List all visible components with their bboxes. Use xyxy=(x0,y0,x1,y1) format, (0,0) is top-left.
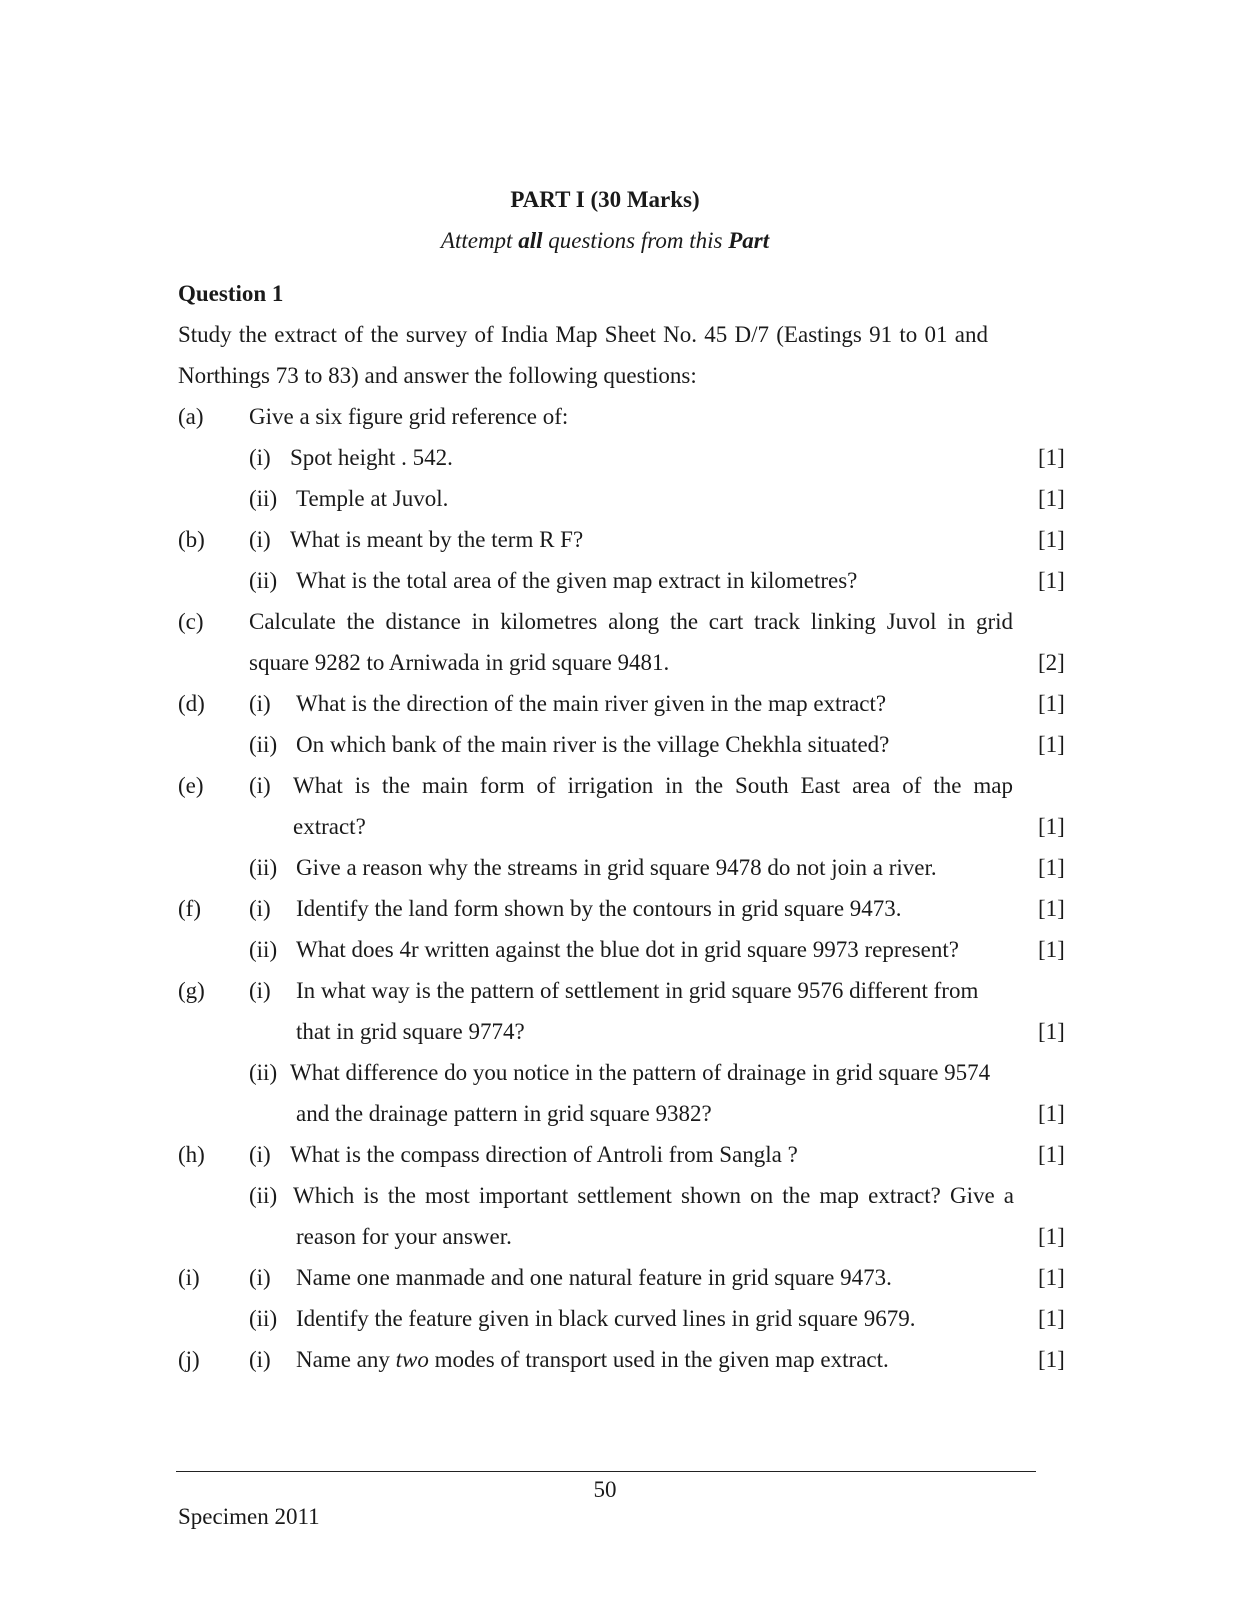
part-title: PART I (30 Marks) xyxy=(510,187,700,212)
instruction-text: Attempt xyxy=(440,228,519,253)
item-label-g: (g) xyxy=(178,978,205,1003)
marks: [1] xyxy=(1038,527,1065,552)
specimen-label: Specimen 2011 xyxy=(178,1504,320,1529)
sub-question-text-part: Name any xyxy=(296,1347,396,1372)
sub-question-text: What difference do you notice in the pattern of drainage in grid square 9574 xyxy=(290,1060,991,1085)
item-label-h: (h) xyxy=(178,1142,205,1167)
sub-question-text xyxy=(296,1348,889,1371)
sub-label: (i) xyxy=(249,978,271,1003)
item-label-b: (b) xyxy=(178,527,205,552)
item-text: Give a six figure grid reference of: xyxy=(249,404,569,429)
marks: [1] xyxy=(1038,855,1065,880)
marks: [2] xyxy=(1038,650,1065,675)
marks: [1] xyxy=(1038,1019,1065,1044)
sub-question-text: Identify the feature given in black curved lines in grid square 9679. xyxy=(296,1306,916,1331)
footer-divider xyxy=(176,1471,1036,1472)
marks: [1] xyxy=(1038,1101,1065,1126)
sub-question-text-part: modes of transport used in the given map extract. xyxy=(428,1347,889,1372)
sub-question-text: and the drainage pattern in grid square 9382? xyxy=(296,1101,712,1126)
sub-label: (ii) xyxy=(249,486,278,511)
item-label-i: (i) xyxy=(178,1265,200,1290)
page-number: 50 xyxy=(593,1477,617,1502)
marks: [1] xyxy=(1038,1224,1065,1249)
item-text: Calculate the distance in kilometres along the cart track linking Juvol in grid xyxy=(249,609,1013,634)
sub-question-text: What does 4r written against the blue dot in grid square 9973 represent? xyxy=(296,937,959,962)
marks: [1] xyxy=(1038,1142,1065,1167)
sub-label: (ii) xyxy=(249,1060,278,1085)
sub-label: (i) xyxy=(249,1142,271,1167)
sub-question-text: Identify the land form shown by the contours in grid square 9473. xyxy=(296,896,902,921)
sub-label: (ii) xyxy=(249,1306,278,1331)
sub-label: (i) xyxy=(249,1265,271,1290)
question-intro-line: Study the extract of the survey of India Map Sheet No. 45 D/7 (Eastings 91 to 01 and xyxy=(178,322,988,347)
part-instruction xyxy=(0,229,1210,252)
marks: [1] xyxy=(1038,732,1065,757)
sub-label: (i) xyxy=(249,445,271,470)
sub-label: (i) xyxy=(249,1347,271,1372)
instruction-emphasis: all xyxy=(518,228,543,253)
sub-label: (i) xyxy=(249,527,271,552)
marks: [1] xyxy=(1038,486,1065,511)
sub-question-text: What is the compass direction of Antroli from Sangla ? xyxy=(290,1142,798,1167)
sub-label: (i) xyxy=(249,773,271,798)
item-label-c: (c) xyxy=(178,609,204,634)
sub-question-emphasis: two xyxy=(395,1347,429,1372)
sub-label: (i) xyxy=(249,691,271,716)
sub-label: (ii) xyxy=(249,855,278,880)
sub-question-text: Give a reason why the streams in grid square 9478 do not join a river. xyxy=(296,855,937,880)
item-text: square 9282 to Arniwada in grid square 9481. xyxy=(249,650,670,675)
sub-question-text: In what way is the pattern of settlement in grid square 9576 different from xyxy=(296,978,979,1003)
question-title: Question 1 xyxy=(178,281,284,306)
sub-question-text: that in grid square 9774? xyxy=(296,1019,525,1044)
sub-question-text: Which is the most important settlement shown on the map extract? Give a xyxy=(293,1183,1014,1208)
marks: [1] xyxy=(1038,1347,1065,1372)
sub-question-text: reason for your answer. xyxy=(296,1224,512,1249)
marks: [1] xyxy=(1038,691,1065,716)
sub-question-text: What is the main form of irrigation in the South East area of the map xyxy=(293,773,1013,798)
sub-label: (i) xyxy=(249,896,271,921)
item-label-j: (j) xyxy=(178,1347,200,1372)
sub-label: (ii) xyxy=(249,568,278,593)
item-label-d: (d) xyxy=(178,691,205,716)
marks: [1] xyxy=(1038,1306,1065,1331)
sub-question-text: What is the total area of the given map extract in kilometres? xyxy=(296,568,858,593)
marks: [1] xyxy=(1038,937,1065,962)
sub-question-text: On which bank of the main river is the village Chekhla situated? xyxy=(296,732,890,757)
sub-question-text: Spot height . 542. xyxy=(290,445,453,470)
marks: [1] xyxy=(1038,445,1065,470)
instruction-emphasis: Part xyxy=(728,228,770,253)
sub-question-text: What is the direction of the main river given in the map extract? xyxy=(296,691,887,716)
instruction-text: questions from this xyxy=(542,228,729,253)
sub-question-text: Name one manmade and one natural feature in grid square 9473. xyxy=(296,1265,892,1290)
marks: [1] xyxy=(1038,814,1065,839)
sub-label: (ii) xyxy=(249,1183,278,1208)
sub-question-text: Temple at Juvol. xyxy=(296,486,449,511)
item-label-f: (f) xyxy=(178,896,201,921)
marks: [1] xyxy=(1038,896,1065,921)
marks: [1] xyxy=(1038,568,1065,593)
sub-label: (ii) xyxy=(249,732,278,757)
sub-question-text: extract? xyxy=(293,814,366,839)
item-label-a: (a) xyxy=(178,404,204,429)
question-intro-line: Northings 73 to 83) and answer the following questions: xyxy=(178,363,697,388)
sub-question-text: What is meant by the term R F? xyxy=(290,527,584,552)
item-label-e: (e) xyxy=(178,773,204,798)
marks: [1] xyxy=(1038,1265,1065,1290)
sub-label: (ii) xyxy=(249,937,278,962)
